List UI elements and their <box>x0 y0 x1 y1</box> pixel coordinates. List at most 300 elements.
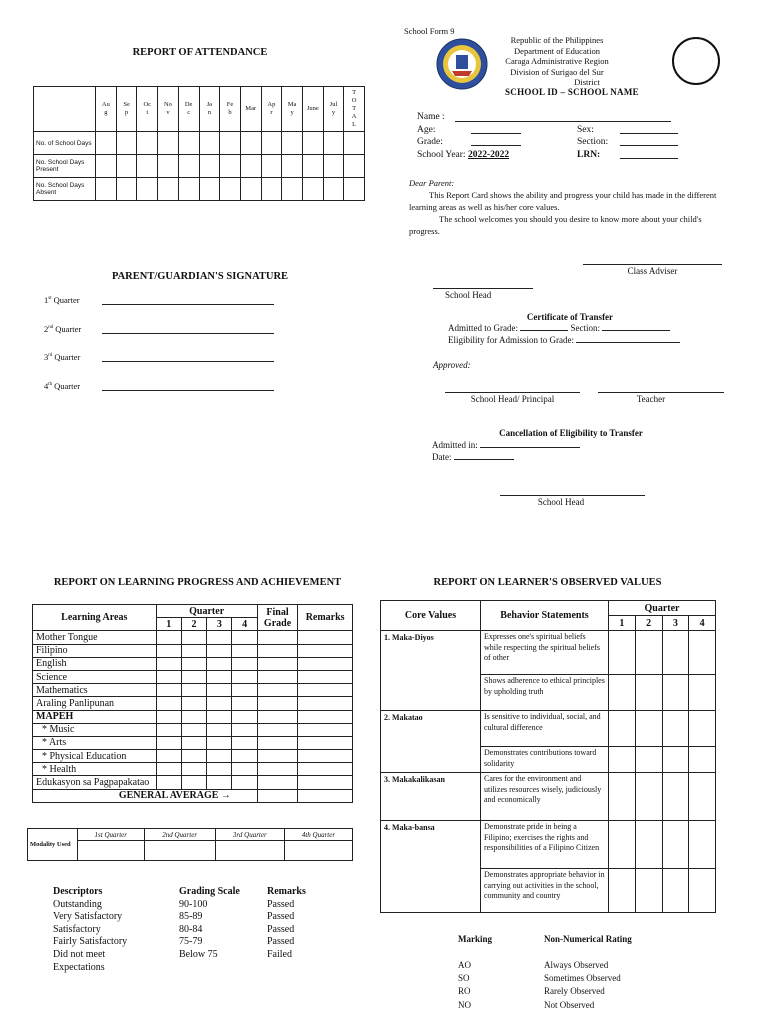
grade-cell[interactable] <box>156 763 181 776</box>
attendance-cell[interactable] <box>158 178 179 201</box>
grade-cell[interactable] <box>257 710 298 723</box>
month-part: T <box>352 104 357 112</box>
grade-cell[interactable] <box>181 697 206 710</box>
col-learning-areas: Learning Areas <box>33 605 157 631</box>
behavior-statement: Demonstrates appropriate behavior in carrying out activities in the school, community and country <box>481 869 609 913</box>
marking-table <box>458 932 658 1011</box>
attendance-cell[interactable] <box>344 178 365 201</box>
grade-cell[interactable] <box>156 723 181 736</box>
transfer-fields <box>448 323 708 346</box>
grade-cell[interactable] <box>181 763 206 776</box>
grade-cell[interactable] <box>232 710 257 723</box>
attendance-title: REPORT OF ATTENDANCE <box>132 47 268 58</box>
grade-cell[interactable] <box>181 723 206 736</box>
eligibility-label: Eligibility for Admission to Grade: <box>448 334 574 345</box>
month-header <box>116 87 137 132</box>
cancel-head-label: School Head <box>537 497 585 507</box>
attendance-cell[interactable] <box>282 132 303 155</box>
descriptor-cell: Passed <box>267 911 295 923</box>
grade-cell[interactable] <box>298 657 353 670</box>
modality-label: Modality Used <box>28 829 78 861</box>
modality-q1-label: 1st Quarter <box>78 829 145 841</box>
month-part: g <box>104 109 108 116</box>
header-line: Division of Surigao del Sur <box>510 66 604 77</box>
month-part: b <box>228 109 232 116</box>
grade-cell[interactable] <box>257 670 298 683</box>
attendance-cell[interactable] <box>116 155 137 178</box>
quarter-col-header: 4 <box>232 618 257 631</box>
values-table <box>380 600 716 913</box>
rating-cell[interactable] <box>662 675 689 711</box>
month-part: n <box>207 109 211 116</box>
attendance-cell[interactable] <box>137 178 158 201</box>
learner-info <box>417 111 737 161</box>
transfer-grade-line[interactable] <box>520 323 568 331</box>
modality-q1-cell[interactable] <box>78 841 145 861</box>
marking-cell: Always Observed <box>544 959 609 970</box>
letter <box>409 177 733 237</box>
attendance-cell[interactable] <box>199 178 220 201</box>
grade-cell[interactable] <box>207 670 232 683</box>
rating-cell[interactable] <box>609 711 636 747</box>
quarter-label: Quarter <box>54 380 81 391</box>
attendance-cell[interactable] <box>282 155 303 178</box>
attendance-cell[interactable] <box>323 132 344 155</box>
grade-cell[interactable] <box>298 631 353 644</box>
descriptor-cell: Expectations <box>53 961 105 973</box>
rating-cell[interactable] <box>609 773 636 821</box>
rating-cell[interactable] <box>635 675 662 711</box>
approved-label: Approved: <box>433 360 471 370</box>
modality-table <box>27 828 353 861</box>
attendance-cell[interactable] <box>261 155 282 178</box>
attendance-cell[interactable] <box>240 178 261 201</box>
quarter-number: 2 <box>44 323 49 334</box>
letter-paragraph-1: This Report Card shows the ability and progress your child has made in the different learning areas as well as his/her core values. <box>409 190 717 212</box>
grade-cell[interactable] <box>207 723 232 736</box>
month-part: v <box>166 109 170 116</box>
eligibility-line[interactable] <box>576 335 680 343</box>
quarter-label: Quarter <box>54 352 81 362</box>
rating-cell[interactable] <box>689 631 716 675</box>
learning-area: * Arts <box>33 736 157 749</box>
grade-cell[interactable] <box>257 750 298 763</box>
grade-cell[interactable] <box>298 736 353 749</box>
descriptor-cell: Did not meet <box>53 948 106 960</box>
core-value: 1. Maka-Diyos <box>381 631 481 711</box>
modality-q2-cell[interactable] <box>144 841 215 861</box>
signature-title: PARENT/GUARDIAN'S SIGNATURE <box>111 271 289 282</box>
grade-cell[interactable] <box>156 670 181 683</box>
signature-line[interactable] <box>102 297 274 305</box>
grade-cell[interactable] <box>257 631 298 644</box>
attendance-cell[interactable] <box>220 178 241 201</box>
deped-seal-logo <box>436 38 488 90</box>
month-header <box>137 87 158 132</box>
grade-cell[interactable] <box>181 657 206 670</box>
attendance-cell[interactable] <box>199 155 220 178</box>
month-part: y <box>331 109 336 116</box>
month-header <box>240 87 261 132</box>
grade-cell[interactable] <box>232 750 257 763</box>
attendance-cell[interactable] <box>199 132 220 155</box>
rating-cell[interactable] <box>609 869 636 913</box>
descriptors-table <box>53 886 343 974</box>
attendance-cell[interactable] <box>178 132 199 155</box>
grade-cell[interactable] <box>232 776 257 789</box>
month-part: Ja <box>206 100 213 108</box>
attendance-cell[interactable] <box>116 132 137 155</box>
rating-cell[interactable] <box>689 773 716 821</box>
col-behavior: Behavior Statements <box>481 601 609 631</box>
grade-cell[interactable] <box>207 763 232 776</box>
grade-cell[interactable] <box>156 697 181 710</box>
marking-cell: RO <box>458 986 471 997</box>
rating-cell[interactable] <box>635 711 662 747</box>
grade-cell[interactable] <box>156 631 181 644</box>
attendance-cell[interactable] <box>261 132 282 155</box>
month-part: Oc <box>143 100 152 108</box>
grade-cell[interactable] <box>232 763 257 776</box>
grade-cell[interactable] <box>257 657 298 670</box>
attendance-cell[interactable] <box>96 178 117 201</box>
adviser-line[interactable] <box>583 257 722 265</box>
grade-label: Grade: <box>417 137 443 148</box>
rating-cell[interactable] <box>662 711 689 747</box>
grade-cell[interactable] <box>207 644 232 657</box>
header-line: Caraga Administrative Region <box>505 56 609 66</box>
month-part: L <box>352 121 357 129</box>
attendance-row-label: No. of School Days <box>34 132 96 155</box>
attendance-cell[interactable] <box>158 132 179 155</box>
grade-cell[interactable] <box>257 763 298 776</box>
grade-cell[interactable] <box>232 736 257 749</box>
marking-cell: SO <box>458 973 470 984</box>
attendance-cell[interactable] <box>220 155 241 178</box>
rating-cell[interactable] <box>662 747 689 773</box>
quarter-col-header: 1 <box>609 616 636 631</box>
month-header <box>302 87 323 132</box>
quarter-suffix: st <box>48 296 52 302</box>
grade-cell[interactable] <box>298 710 353 723</box>
rating-cell[interactable] <box>689 869 716 913</box>
month-header <box>344 87 365 132</box>
rating-cell[interactable] <box>635 869 662 913</box>
signature-row <box>44 381 284 410</box>
marking-cell: Sometimes Observed <box>544 973 621 984</box>
rating-cell[interactable] <box>609 821 636 869</box>
attendance-corner <box>34 87 96 132</box>
signature-row <box>44 324 284 353</box>
month-header <box>261 87 282 132</box>
descriptor-cell <box>267 962 343 975</box>
quarter-suffix: nd <box>48 324 54 330</box>
grade-cell[interactable] <box>298 750 353 763</box>
quarter-col-header: 2 <box>181 618 206 631</box>
grade-cell[interactable] <box>257 684 298 697</box>
marking-cell: NO <box>458 999 471 1010</box>
grade-cell[interactable] <box>207 736 232 749</box>
attendance-cell[interactable] <box>96 132 117 155</box>
core-value: 3. Makakalikasan <box>381 773 481 821</box>
agency-header <box>494 35 620 88</box>
attendance-cell[interactable] <box>282 178 303 201</box>
rating-cell[interactable] <box>662 631 689 675</box>
month-part: No <box>163 100 172 108</box>
grade-cell[interactable] <box>156 750 181 763</box>
rating-cell[interactable] <box>689 747 716 773</box>
attendance-cell[interactable] <box>302 155 323 178</box>
grade-cell[interactable] <box>156 684 181 697</box>
attendance-row-label: No. School Days Present <box>34 155 96 178</box>
attendance-cell[interactable] <box>178 178 199 201</box>
school-year-value: 2022-2022 <box>467 149 510 160</box>
grade-cell[interactable] <box>156 776 181 789</box>
grade-line[interactable] <box>471 136 521 146</box>
attendance-cell[interactable] <box>302 132 323 155</box>
cancel-title: Cancellation of Eligibility to Transfer <box>499 428 643 438</box>
grade-cell[interactable] <box>232 631 257 644</box>
transfer-section-label: Section: <box>570 323 600 333</box>
general-remarks-cell[interactable] <box>298 789 353 802</box>
age-line[interactable] <box>471 124 521 134</box>
principal-line[interactable] <box>445 385 580 393</box>
month-part: Ap <box>267 100 276 108</box>
attendance-cell[interactable] <box>137 132 158 155</box>
grade-cell[interactable] <box>232 657 257 670</box>
core-value: 4. Maka-bansa <box>381 821 481 913</box>
grade-cell[interactable] <box>298 723 353 736</box>
quarter-col-header: 4 <box>689 616 716 631</box>
signature-list <box>44 295 284 409</box>
month-part: Se <box>123 100 130 108</box>
rating-cell[interactable] <box>609 747 636 773</box>
rating-cell[interactable] <box>635 773 662 821</box>
cancel-head-line[interactable] <box>500 488 645 496</box>
quarter-suffix: rd <box>48 353 53 359</box>
principal-label: School Head/ Principal <box>470 394 555 404</box>
teacher-label: Teacher <box>636 394 666 404</box>
cancel-admitted-label: Admitted in: <box>432 440 478 450</box>
rating-cell[interactable] <box>662 821 689 869</box>
signature-line[interactable] <box>102 383 274 391</box>
rating-cell[interactable] <box>689 821 716 869</box>
month-part: t <box>146 109 149 116</box>
marking-spacer <box>458 945 544 958</box>
grade-cell[interactable] <box>156 644 181 657</box>
learning-area: * Health <box>33 763 157 776</box>
behavior-statement: Is sensitive to individual, social, and cultural difference <box>481 711 609 747</box>
month-part: y <box>290 109 294 116</box>
rating-cell[interactable] <box>609 631 636 675</box>
grade-cell[interactable] <box>207 657 232 670</box>
grade-cell[interactable] <box>181 776 206 789</box>
col-quarter: Quarter <box>609 601 716 616</box>
modality-q3-label: 3rd Quarter <box>215 829 284 841</box>
quarter-col-header: 3 <box>207 618 232 631</box>
grade-cell[interactable] <box>298 697 353 710</box>
grade-cell[interactable] <box>207 697 232 710</box>
rating-cell[interactable] <box>635 631 662 675</box>
age-label: Age: <box>417 124 436 135</box>
grade-cell[interactable] <box>232 697 257 710</box>
grade-cell[interactable] <box>181 750 206 763</box>
rating-cell[interactable] <box>635 747 662 773</box>
grade-cell[interactable] <box>156 657 181 670</box>
grade-cell[interactable] <box>298 763 353 776</box>
grade-cell[interactable] <box>181 710 206 723</box>
grade-cell[interactable] <box>207 776 232 789</box>
col-final-grade: Final Grade <box>257 605 298 631</box>
grade-cell[interactable] <box>207 750 232 763</box>
month-header <box>199 87 220 132</box>
marking-cell: Not Observed <box>544 999 595 1010</box>
modality-q4-cell[interactable] <box>284 841 352 861</box>
modality-q4-label: 4th Quarter <box>284 829 352 841</box>
attendance-cell[interactable] <box>323 155 344 178</box>
rating-cell[interactable] <box>635 821 662 869</box>
attendance-cell[interactable] <box>240 155 261 178</box>
grade-cell[interactable] <box>181 736 206 749</box>
grade-cell[interactable] <box>232 684 257 697</box>
grade-cell[interactable] <box>207 684 232 697</box>
grade-cell[interactable] <box>181 644 206 657</box>
attendance-cell[interactable] <box>220 132 241 155</box>
modality-q2-label: 2nd Quarter <box>144 829 215 841</box>
attendance-cell[interactable] <box>240 132 261 155</box>
grade-cell[interactable] <box>207 710 232 723</box>
descriptor-cell: Satisfactory <box>53 923 101 935</box>
grade-cell[interactable] <box>181 684 206 697</box>
learning-area: English <box>33 657 157 670</box>
descriptor-cell <box>179 962 267 975</box>
descriptor-header: Grading Scale <box>179 886 240 897</box>
school-head-line[interactable] <box>433 281 533 289</box>
cancel-admitted-line[interactable] <box>480 440 580 448</box>
col-quarter: Quarter <box>156 605 257 618</box>
signature-line[interactable] <box>102 326 274 334</box>
behavior-statement: Cares for the environment and utilizes resources wisely, judiciously and economically <box>481 773 609 821</box>
header-line: Department of Education <box>514 45 600 56</box>
grade-cell[interactable] <box>156 710 181 723</box>
attendance-cell[interactable] <box>344 155 365 178</box>
general-average-label: GENERAL AVERAGE → <box>33 789 258 802</box>
learning-area: Araling Panlipunan <box>33 697 157 710</box>
attendance-cell[interactable] <box>344 132 365 155</box>
grade-cell[interactable] <box>298 776 353 789</box>
attendance-cell[interactable] <box>323 178 344 201</box>
descriptor-cell: Outstanding <box>53 898 102 910</box>
descriptor-cell: 90-100 <box>179 898 208 910</box>
descriptor-cell: 85-89 <box>179 911 203 923</box>
grade-cell[interactable] <box>232 644 257 657</box>
attendance-cell[interactable] <box>137 155 158 178</box>
grade-cell[interactable] <box>257 697 298 710</box>
school-name: SCHOOL ID – SCHOOL NAME <box>505 87 639 97</box>
month-part: Jul <box>329 100 338 108</box>
grade-cell[interactable] <box>257 736 298 749</box>
cancel-date-label: Date: <box>432 451 452 462</box>
school-head-label: School Head <box>445 290 492 300</box>
learning-area: Mathematics <box>33 684 157 697</box>
transfer-title: Certificate of Transfer <box>526 312 614 322</box>
cancel-fields <box>432 440 580 463</box>
grade-cell[interactable] <box>181 670 206 683</box>
header-line: Republic of the Philippines <box>510 35 604 45</box>
signature-row <box>44 295 284 324</box>
attendance-cell[interactable] <box>96 155 117 178</box>
marking-header: Non-Numerical Rating <box>544 933 632 944</box>
grade-cell[interactable] <box>298 670 353 683</box>
learning-area: Edukasyon sa Pagpapakatao <box>33 776 157 789</box>
sex-line[interactable] <box>620 124 678 134</box>
grade-cell[interactable] <box>207 631 232 644</box>
attendance-cell[interactable] <box>178 155 199 178</box>
section-line[interactable] <box>620 136 678 146</box>
name-line[interactable] <box>455 121 671 122</box>
progress-table <box>32 604 353 803</box>
month-part: Fe <box>226 100 234 108</box>
grade-cell[interactable] <box>232 723 257 736</box>
learning-area: * Music <box>33 723 157 736</box>
grade-cell[interactable] <box>298 684 353 697</box>
learning-area: MAPEH <box>33 710 157 723</box>
grade-cell[interactable] <box>257 644 298 657</box>
month-part: Mar <box>245 104 257 112</box>
attendance-cell[interactable] <box>116 178 137 201</box>
month-part: c <box>187 109 191 116</box>
rating-cell[interactable] <box>689 711 716 747</box>
rating-cell[interactable] <box>609 675 636 711</box>
lrn-line[interactable] <box>620 149 678 159</box>
descriptor-cell: Very Satisfactory <box>53 911 123 923</box>
descriptor-header: Remarks <box>267 886 306 897</box>
behavior-statement: Expresses one's spiritual beliefs while respecting the spiritual beliefs of other <box>481 631 609 675</box>
attendance-cell[interactable] <box>158 155 179 178</box>
quarter-col-header: 3 <box>662 616 689 631</box>
month-header <box>96 87 117 132</box>
grade-cell[interactable] <box>298 644 353 657</box>
modality-q3-cell[interactable] <box>215 841 284 861</box>
transfer-section-line[interactable] <box>602 323 670 331</box>
grade-cell[interactable] <box>257 776 298 789</box>
marking-cell: Rarely Observed <box>544 986 605 997</box>
grade-cell[interactable] <box>181 631 206 644</box>
grade-cell[interactable] <box>232 670 257 683</box>
teacher-line[interactable] <box>598 385 724 393</box>
grade-cell[interactable] <box>156 736 181 749</box>
header-line: District <box>574 77 600 87</box>
rating-cell[interactable] <box>689 675 716 711</box>
rating-cell[interactable] <box>662 869 689 913</box>
month-part: O <box>351 96 357 104</box>
attendance-cell[interactable] <box>261 178 282 201</box>
month-part: June <box>306 104 319 112</box>
attendance-cell[interactable] <box>302 178 323 201</box>
attendance-row-label: No. School Days Absent <box>34 178 96 201</box>
marking-header: Marking <box>458 933 493 944</box>
descriptor-cell: 75-79 <box>179 936 203 948</box>
cancel-date-line[interactable] <box>454 452 514 460</box>
signature-line[interactable] <box>102 354 274 362</box>
core-value: 2. Makatao <box>381 711 481 773</box>
general-average-cell[interactable] <box>257 789 298 802</box>
adviser-label: Class Adviser <box>627 266 678 276</box>
rating-cell[interactable] <box>662 773 689 821</box>
descriptor-cell: Passed <box>267 936 295 948</box>
grade-cell[interactable] <box>257 723 298 736</box>
attendance-table <box>33 86 365 201</box>
